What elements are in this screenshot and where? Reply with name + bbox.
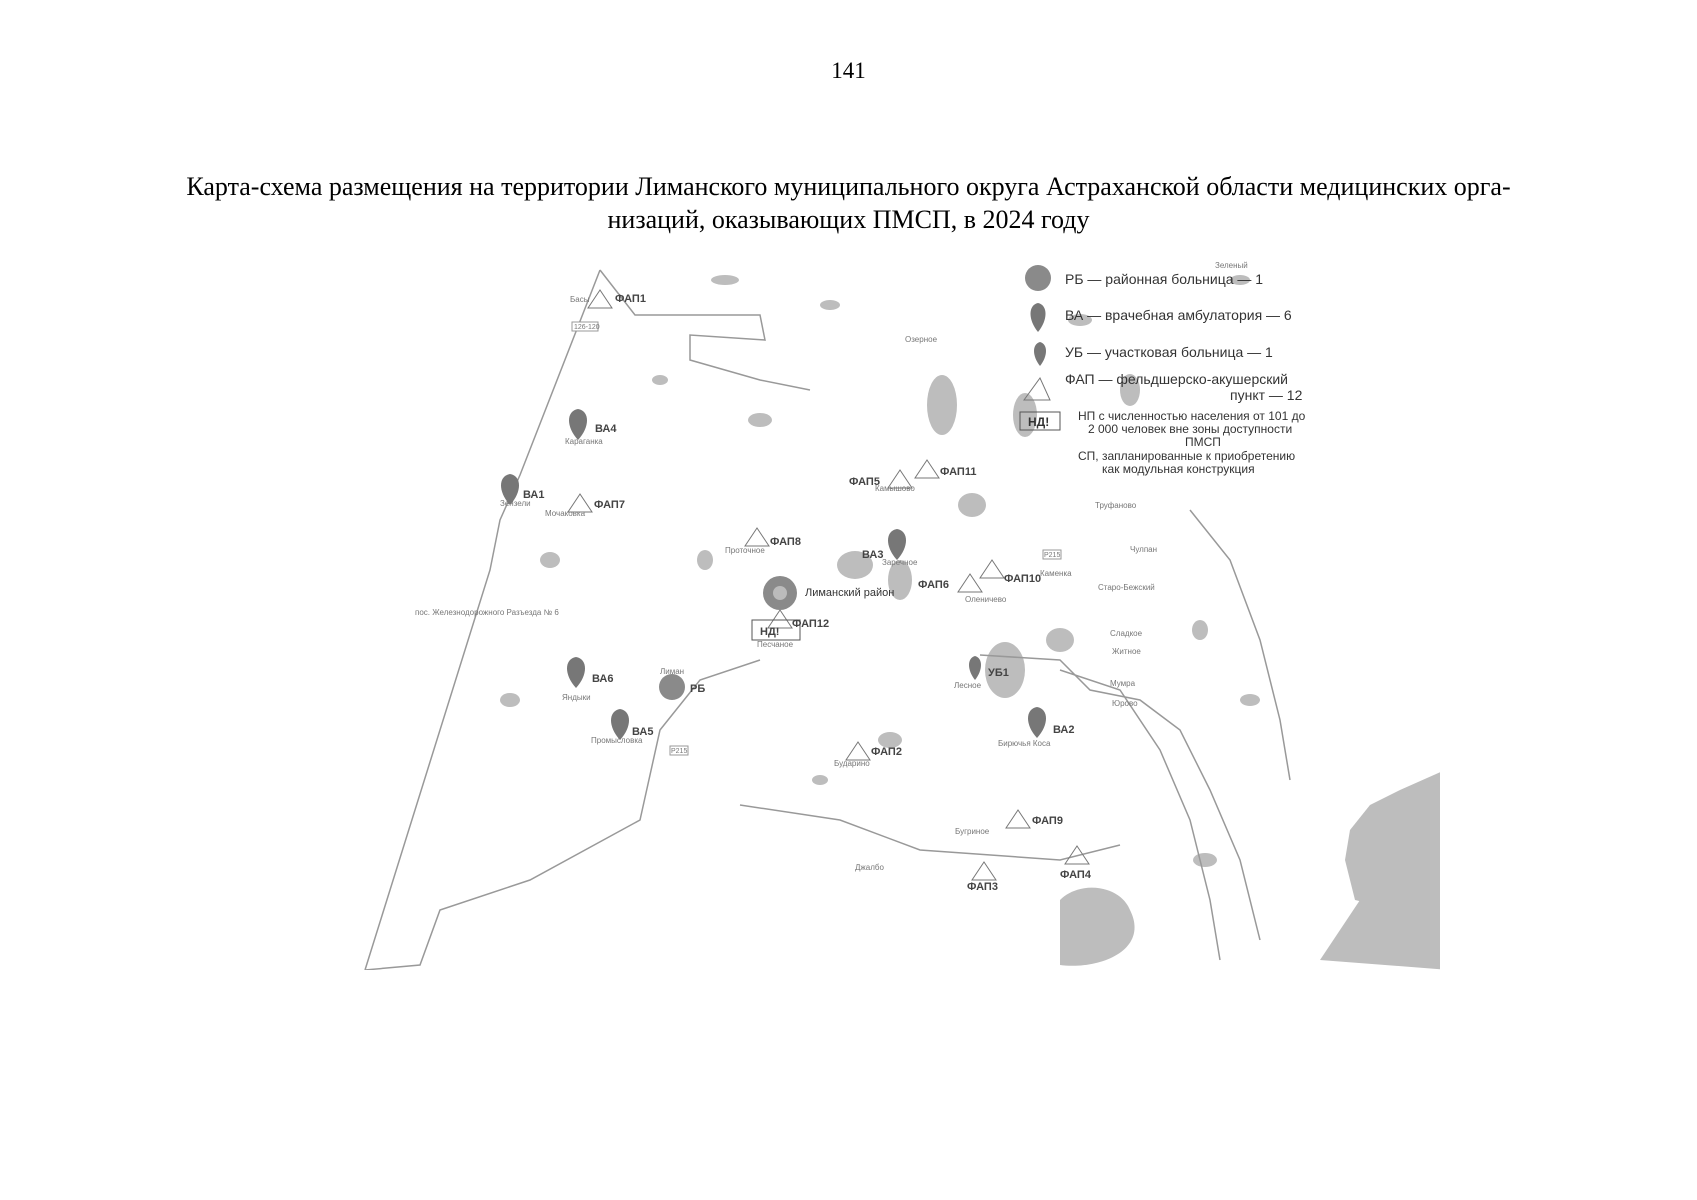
river-east (1190, 510, 1290, 780)
fap12-label: ФАП12 (792, 618, 830, 630)
fap6-label: ФАП6 (918, 579, 949, 591)
legend-ub: УБ — участковая больница — 1 (1065, 344, 1273, 360)
road-label-3: Р215 (1044, 552, 1061, 559)
page-title (110, 170, 1587, 236)
bay-south (1060, 888, 1135, 966)
va5-label: ВА5 (632, 726, 654, 738)
ub1-icon (969, 656, 981, 680)
va2-icon (1028, 707, 1046, 738)
legend-va: ВА — врачебная амбулатория — 6 (1065, 307, 1292, 323)
place-budarino: Бударино (834, 759, 870, 768)
lake (820, 300, 840, 310)
place-yurovo: Юрово (1112, 699, 1138, 708)
fap8-label: ФАП8 (770, 536, 801, 548)
fap10-icon (980, 560, 1004, 578)
title-line-1: Карта-схема размещения на территории Лиманского муниципального округа Астраханской области медицинских орга- (186, 172, 1511, 201)
ub1-label: УБ1 (988, 667, 1009, 679)
legend (1020, 265, 1306, 476)
lake (927, 375, 957, 435)
legend-fap-2: пункт — 12 (1230, 387, 1303, 403)
lake (711, 275, 739, 285)
title-line-2: низаций, оказывающих ПМСП, в 2024 году (607, 205, 1090, 234)
lake (812, 775, 828, 785)
sea-bay-east (1345, 770, 1440, 920)
place-mumra: Мумра (1110, 679, 1136, 688)
place-trufanovo: Труфаново (1095, 501, 1137, 510)
nd-marker-label: НД! (760, 626, 780, 638)
place-chulpan: Чулпан (1130, 545, 1158, 554)
place-ozernoe: Озерное (905, 335, 938, 344)
place-kamyshovo: Камышово (875, 484, 915, 493)
road-west (365, 660, 760, 970)
fap5-label: ФАП5 (849, 476, 880, 488)
fap11-icon (915, 460, 939, 478)
va2-label: ВА2 (1053, 724, 1075, 736)
va3-label: ВА3 (862, 549, 884, 561)
place-biryuchya-kosa: Бирючья Коса (998, 739, 1051, 748)
lake (652, 375, 668, 385)
lake (1192, 620, 1208, 640)
fap1-label: ФАП1 (615, 293, 646, 305)
va1-label: ВА1 (523, 489, 545, 501)
district-map (360, 260, 1440, 970)
fap7-label: ФАП7 (594, 499, 625, 511)
rb-icon (659, 674, 685, 700)
lake (1046, 628, 1074, 652)
place-prostochnoe: Проточное (725, 546, 765, 555)
lake (697, 550, 713, 570)
district-label: Лиманский район (805, 587, 895, 599)
road-label-1: 126-120 (574, 324, 600, 331)
lake (958, 493, 986, 517)
road-label-2: Р215 (671, 748, 688, 755)
page-number: 141 (831, 58, 866, 83)
water-bodies (500, 275, 1440, 970)
place-razvilka: пос. Железнодорожного Разъезда № 6 (415, 608, 559, 617)
legend-nd-text: НД! (1028, 415, 1050, 429)
fap3-label: ФАП3 (967, 881, 998, 893)
legend-va-icon (1031, 303, 1046, 332)
va6-icon (567, 657, 585, 688)
rb-label: РБ (690, 683, 706, 695)
place-staro-belezhsky: Старо-Бежский (1098, 583, 1155, 592)
lake (1193, 853, 1217, 867)
place-zhitnoe: Житное (1112, 647, 1141, 656)
fap10-label: ФАП10 (1004, 573, 1042, 585)
place-liman: Лиман (660, 667, 685, 676)
va4-icon (569, 409, 587, 440)
fap6-icon (958, 574, 982, 592)
legend-sp-2: как модульная конструкция (1102, 462, 1255, 476)
place-promyslovka: Промысловка (591, 736, 643, 745)
legend-hospital-icon (1025, 265, 1051, 291)
place-olenichevo: Оленичево (965, 595, 1007, 604)
fap9-label: ФАП9 (1032, 815, 1063, 827)
district-boundary-west (365, 270, 600, 970)
road-south (740, 805, 1120, 860)
place-yandyki: Яндыки (562, 693, 591, 702)
fap2-icon (846, 742, 870, 760)
fap3-icon (972, 862, 996, 880)
facility-markers (501, 290, 1089, 880)
place-mochakovka: Мочаковка (545, 509, 586, 518)
place-kamennaya: Каменка (1040, 569, 1072, 578)
legend-np-2: 2 000 человек вне зоны доступности (1088, 422, 1293, 436)
fap8-icon (745, 528, 769, 546)
legend-np-1: НП с численностью населения от 101 до (1078, 409, 1306, 423)
lake (500, 693, 520, 707)
road-labels (572, 322, 1061, 755)
legend-ub-icon (1034, 342, 1046, 366)
place-karagan: Караганка (565, 437, 603, 446)
fap4-label: ФАП4 (1060, 869, 1091, 881)
place-dzhalbo: Джалбо (855, 863, 884, 872)
place-hutor: Зеленый (1215, 261, 1248, 270)
lake (1240, 694, 1260, 706)
district-center-inner (773, 586, 787, 600)
lake (748, 413, 772, 427)
fap11-label: ФАП11 (940, 466, 977, 478)
lake (540, 552, 560, 568)
sea-bay-southeast (1320, 900, 1440, 970)
place-peschanoe: Песчаное (757, 640, 794, 649)
place-bugrinoe: Бугриное (955, 827, 990, 836)
legend-fap-1: ФАП — фельдшерско-акушерский (1065, 371, 1289, 387)
legend-rb: РБ — районная больница — 1 (1065, 271, 1264, 287)
place-sladkoe: Сладкое (1110, 629, 1143, 638)
facility-labels (523, 293, 1092, 893)
va4-label: ВА4 (595, 423, 617, 435)
legend-sp-1: СП, запланированные к приобретению (1078, 449, 1296, 463)
place-zenzeli: Зензели (500, 499, 531, 508)
district-boundary-north (600, 270, 810, 390)
va6-label: ВА6 (592, 673, 614, 685)
legend-np-3: ПМСП (1185, 435, 1221, 449)
fap9-icon (1006, 810, 1030, 828)
place-zarechnoe: Заречное (882, 558, 918, 567)
fap2-label: ФАП2 (871, 746, 902, 758)
map-svg (360, 260, 1440, 970)
place-bas: Басы (570, 295, 590, 304)
place-lesnoe: Лесное (954, 681, 982, 690)
va3-icon (888, 529, 906, 560)
